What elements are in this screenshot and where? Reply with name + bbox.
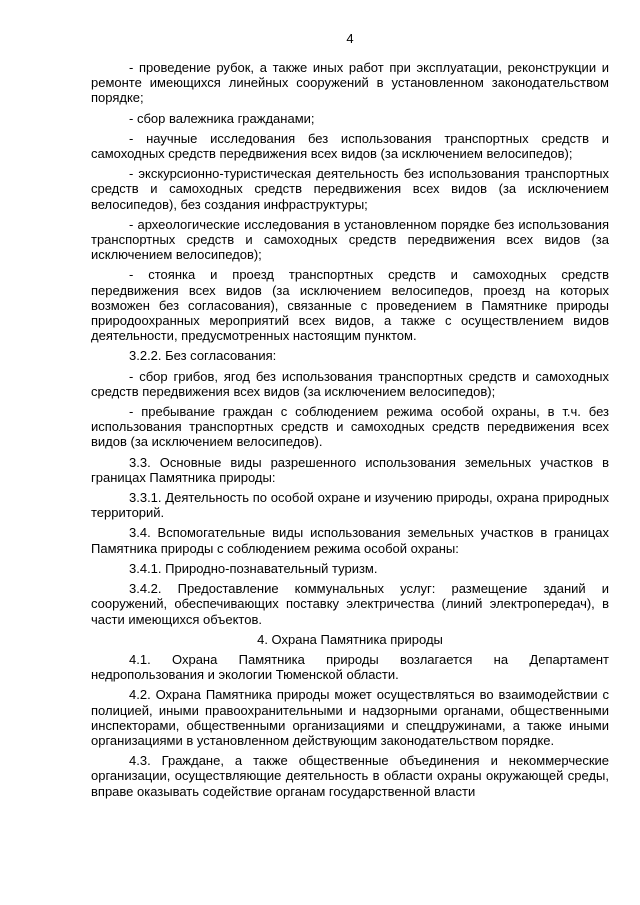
paragraph-4-1: 4.1. Охрана Памятника природы возлагается на Департамент недропользования и экологии Тюменской области. bbox=[91, 651, 609, 683]
paragraph-3-2-2: 3.2.2. Без согласования: bbox=[129, 348, 277, 364]
paragraph-4-2: 4.2. Охрана Памятника природы может осуществляться во взаимодействии с полицией, иными правоохранительными и надзорными органами, общественными инспекторами, общественными организациями и спецдружинами, а также иными организациями в установленном действующим законодательством порядке. bbox=[91, 687, 609, 748]
paragraph-research: - научные исследования без использования транспортных средств и самоходных средств передвижения всех видов (за исключением велосипедов); bbox=[91, 130, 609, 162]
page-number: 4 bbox=[346, 31, 354, 46]
paragraph-presence: - пребывание граждан с соблюдением режима особой охраны, в т.ч. без использования транспортных средств и самоходных средств передвижения всех видов (за исключением велосипедов). bbox=[91, 404, 609, 450]
paragraph-3-3-1: 3.3.1. Деятельность по особой охране и изучению природы, охрана природных территорий. bbox=[91, 490, 609, 521]
paragraph-logging: - проведение рубок, а также иных работ при эксплуатации, реконструкции и ремонте имеющихся линейных сооружений в установленном законодательством порядке; bbox=[91, 60, 609, 106]
paragraph-mushrooms: - сбор грибов, ягод без использования транспортных средств и самоходных средств передвижения всех видов (за исключением велосипедов); bbox=[91, 368, 609, 399]
paragraph-deadwood: - сбор валежника гражданами; bbox=[129, 110, 315, 126]
section-heading: 4. Охрана Памятника природы bbox=[257, 631, 443, 647]
paragraph-4-3: 4.3. Граждане, а также общественные объединения и некоммерческие организации, осуществляющие деятельность в области охраны окружающей среды, вправе оказывать содействие органам государственной власти bbox=[91, 753, 609, 799]
paragraph-3-4: 3.4. Вспомогательные виды использования земельных участков в границах Памятника природы с соблюдением режима особой охраны: bbox=[91, 525, 609, 556]
paragraph-vehicles: - стоянка и проезд транспортных средств и самоходных средств передвижения всех видов (за исключением велосипедов, проезд на которых возможен без согласования), связанные с проведением в Памятнике природы природоохранных мероприятий всех видов, а также с осуществлением видов деятельности, предусмотренных настоящим пунктом. bbox=[91, 267, 609, 344]
paragraph-3-4-2: 3.4.2. Предоставление коммунальных услуг: размещение зданий и сооружений, обеспечивающих поставку электричества (линий электропередач), в части имеющихся объектов. bbox=[91, 581, 609, 627]
paragraph-archaeology: - археологические исследования в установленном порядке без использования транспортных средств и самоходных средств передвижения всех видов (за исключением велосипедов); bbox=[91, 216, 609, 263]
paragraph-tourism: - экскурсионно-туристическая деятельность без использования транспортных средств и самоходных средств передвижения всех видов (за исключением велосипедов), без создания инфраструктуры; bbox=[91, 166, 609, 212]
paragraph-3-4-1: 3.4.1. Природно-познавательный туризм. bbox=[129, 560, 378, 576]
paragraph-3-3: 3.3. Основные виды разрешенного использования земельных участков в границах Памятника природы: bbox=[91, 454, 609, 485]
